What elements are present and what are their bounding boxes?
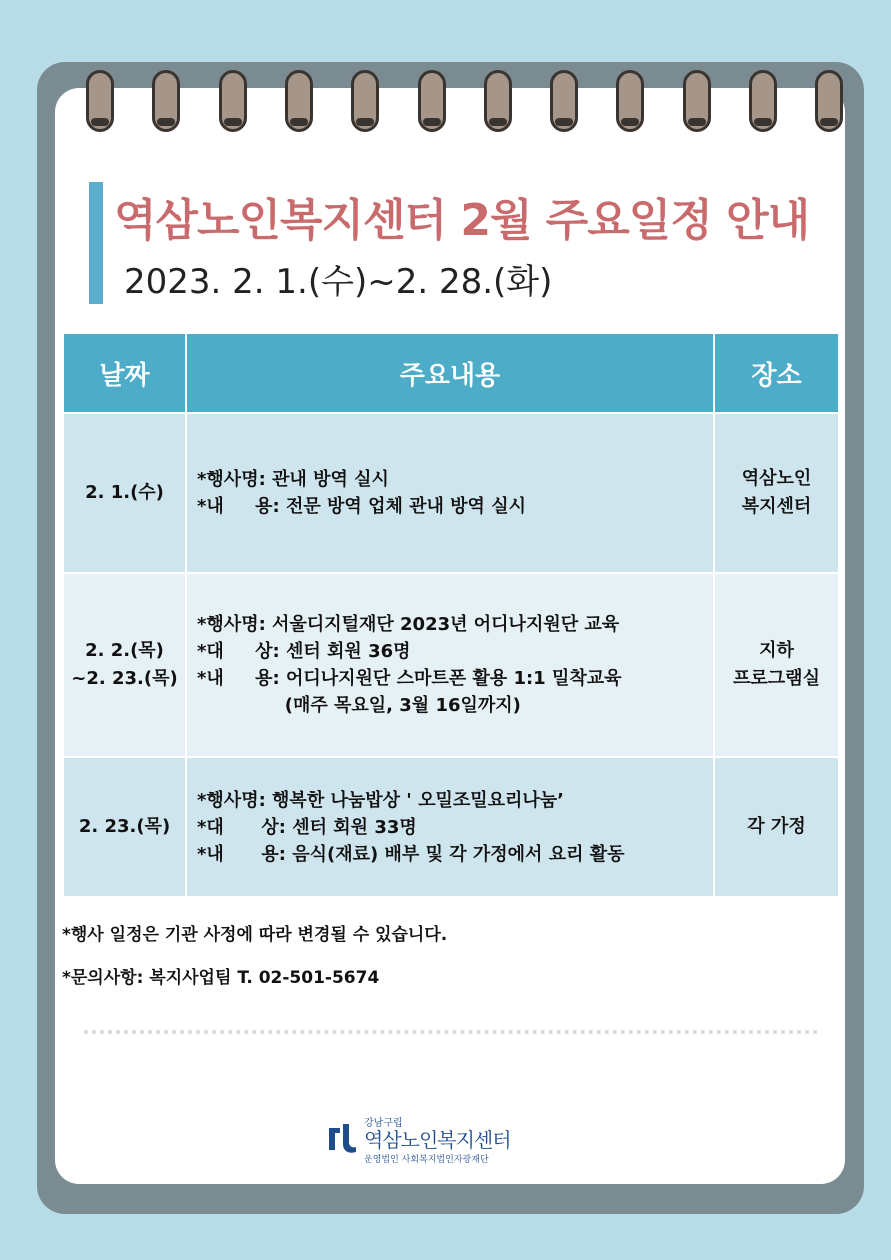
row-content: *행사명: 서울디지털재단 2023년 어디나지원단 교육 *대 상: 센터 회원 36명 *내 용: 어디나지원단 스마트폰 활용 1:1 밀착교육 (매주 목요일, 3월 16일까지) — [186, 573, 714, 757]
date-text: 2. 23.(목) — [78, 816, 171, 837]
place-text: 역삼노인 복지센터 — [741, 468, 812, 517]
binder-ring — [484, 70, 512, 132]
binder-ring — [418, 70, 446, 132]
binder-ring — [351, 70, 379, 132]
schedule-change-note: *행사 일정은 기관 사정에 따라 변경될 수 있습니다. — [62, 925, 448, 945]
binder-ring — [152, 70, 180, 132]
binder-ring — [285, 70, 313, 132]
binder-ring — [683, 70, 711, 132]
binder-ring — [749, 70, 777, 132]
row-date — [63, 573, 186, 757]
row-date — [63, 413, 186, 573]
center-logo-icon — [326, 1120, 358, 1154]
title-accent-bar — [89, 182, 103, 304]
binder-ring — [550, 70, 578, 132]
table-row — [63, 413, 839, 573]
column-header-place: 장소 — [714, 333, 839, 413]
date-text: 2. 1.(수) — [85, 482, 164, 503]
table-row — [63, 757, 839, 897]
schedule-table — [62, 332, 840, 898]
table-header-row — [63, 333, 839, 413]
logo-district-text: 강남구립 — [364, 1118, 403, 1129]
place-text: 각 가정 — [747, 816, 806, 837]
contact-note: *문의사항: 복지사업팀 T. 02-501-5674 — [62, 968, 380, 988]
logo-center-name: 역삼노인복지센터 — [364, 1128, 511, 1152]
row-place — [714, 413, 839, 573]
binder-ring — [815, 70, 843, 132]
dotted-divider — [84, 1030, 818, 1034]
row-content: *행사명: 관내 방역 실시 *내 용: 전문 방역 업체 관내 방역 실시 — [186, 413, 714, 573]
table-row — [63, 573, 839, 757]
date-text: 2. 2.(목) ~2. 23.(목) — [71, 640, 178, 689]
binder-ring — [219, 70, 247, 132]
row-content: *행사명: 행복한 나눔밥상 ' 오밀조밀요리나눔’ *대 상: 센터 회원 33명 *내 용: 음식(재료) 배부 및 각 가정에서 요리 활동 — [186, 757, 714, 897]
binder-ring — [86, 70, 114, 132]
column-header-date: 날짜 — [63, 333, 186, 413]
row-place — [714, 573, 839, 757]
column-header-content: 주요내용 — [186, 333, 714, 413]
binder-ring — [616, 70, 644, 132]
center-logo — [326, 1114, 526, 1170]
logo-operator-text: 운영법인 사회복지법인자광재단 — [364, 1155, 489, 1165]
place-text: 지하 프로그램실 — [733, 640, 820, 689]
row-date — [63, 757, 186, 897]
row-place — [714, 757, 839, 897]
page-title: 역삼노인복지센터 2월 주요일정 안내 — [114, 195, 810, 246]
date-range: 2023. 2. 1.(수)~2. 28.(화) — [124, 262, 553, 302]
